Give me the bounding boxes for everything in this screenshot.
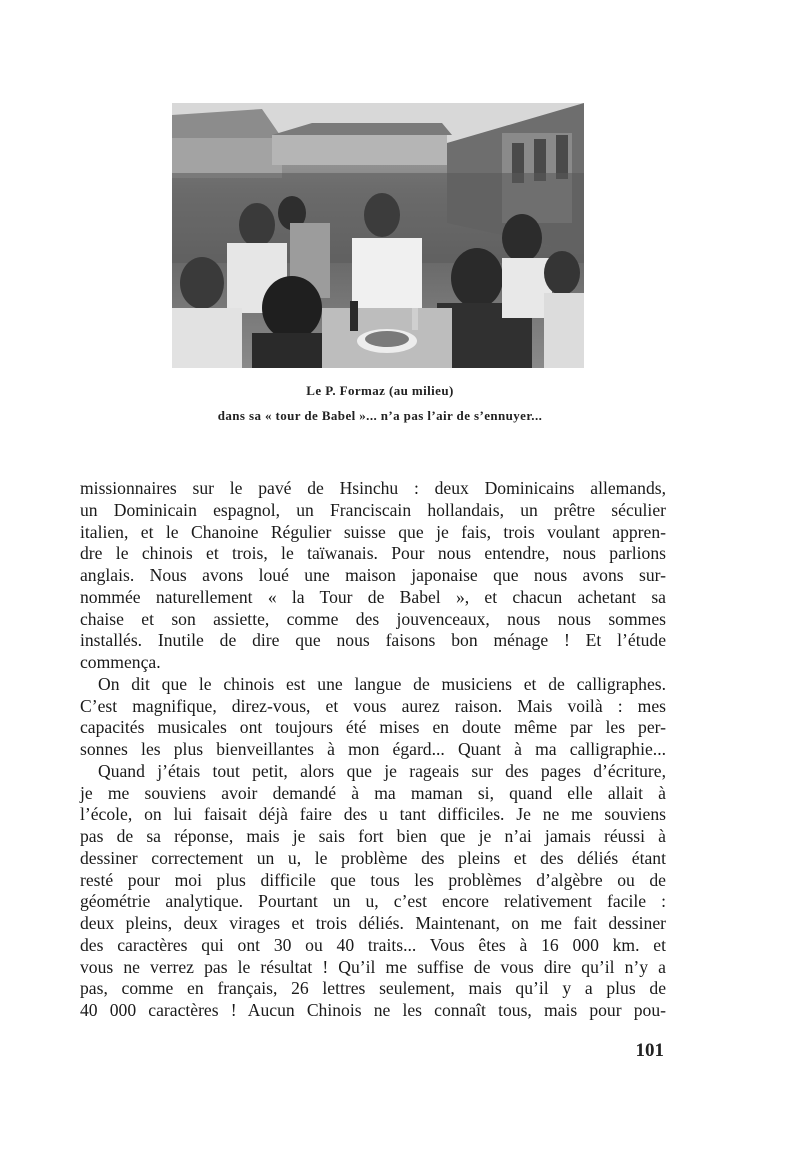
text-line: capacités musicales ont toujours été mises en doute même par les per-	[80, 717, 666, 738]
text-line: je me souviens avoir demandé à ma maman si, quand elle allait à	[80, 782, 666, 803]
text-line: italien, et le Chanoine Régulier suisse que je fais, trois voulant appren-	[80, 521, 666, 542]
text-line: 40 000 caractères ! Aucun Chinois ne les connaît tous, mais pour pou-	[80, 1000, 666, 1020]
text-line: des caractères qui ont 30 ou 40 traits... Vous êtes à 16 000 km. et	[80, 934, 666, 955]
text-line: vous ne verrez pas le résultat ! Qu’il me suffise de vous dire qu’il n’y a	[80, 956, 666, 977]
text-line: Quand j’étais tout petit, alors que je rageais sur des pages d’écriture,	[98, 760, 666, 781]
page-number: 101	[635, 1040, 664, 1061]
group-photo	[172, 103, 584, 368]
text-line: installés. Inutile de dire que nous faisons bon ménage ! Et l’étude	[80, 630, 666, 651]
text-line: On dit que le chinois est une langue de musiciens et de calligraphes.	[98, 673, 666, 694]
text-line: dessiner correctement un u, le problème des pleins et des déliés étant	[80, 847, 666, 868]
text-line: deux pleins, deux virages et trois déliés. Maintenant, on me fait dessiner	[80, 913, 666, 933]
text-line: nommée naturellement « la Tour de Babel », et chacun achetant sa	[80, 586, 666, 607]
text-line: un Dominicain espagnol, un Franciscain hollandais, un prêtre séculier	[80, 499, 666, 520]
text-line: chaise et son assiette, comme des jouvenceaux, nous nous sommes	[80, 608, 666, 629]
text-line: l’école, on lui faisait déjà faire des u tant difficiles. Je ne me souviens	[80, 804, 666, 825]
photo-caption-line-2: dans sa « tour de Babel »... n’a pas l’air de s’ennuyer...	[217, 408, 543, 423]
text-line: anglais. Nous avons loué une maison japonaise que nous avons sur-	[80, 565, 666, 585]
text-line: resté pour moi plus difficile que tous les problèmes d’algèbre ou de	[80, 869, 666, 890]
text-line: missionnaires sur le pavé de Hsinchu : deux Dominicains allemands,	[80, 478, 666, 498]
text-line: C’est magnifique, direz-vous, et vous aurez raison. Mais voilà : mes	[80, 695, 666, 716]
text-line: pas de sa réponse, mais je sais fort bien que je n’ai jamais réussi à	[80, 826, 666, 846]
photo-group-dining-icon	[172, 103, 584, 368]
text-line: commença.	[80, 652, 161, 672]
photo-caption-line-1: Le P. Formaz (au milieu)	[306, 383, 454, 398]
body-text	[80, 478, 666, 1022]
text-line: géométrie analytique. Pourtant un u, c’est encore relativement facile :	[80, 891, 666, 912]
text-line: pas, comme en français, 26 lettres seulement, mais qu’il y a plus de	[80, 978, 666, 999]
text-line: dre le chinois et trois, le taïwanais. Pour nous entendre, nous parlions	[80, 543, 666, 564]
text-line: sonnes les plus bienveillantes à mon égard... Quant à ma calligraphie...	[80, 739, 666, 759]
